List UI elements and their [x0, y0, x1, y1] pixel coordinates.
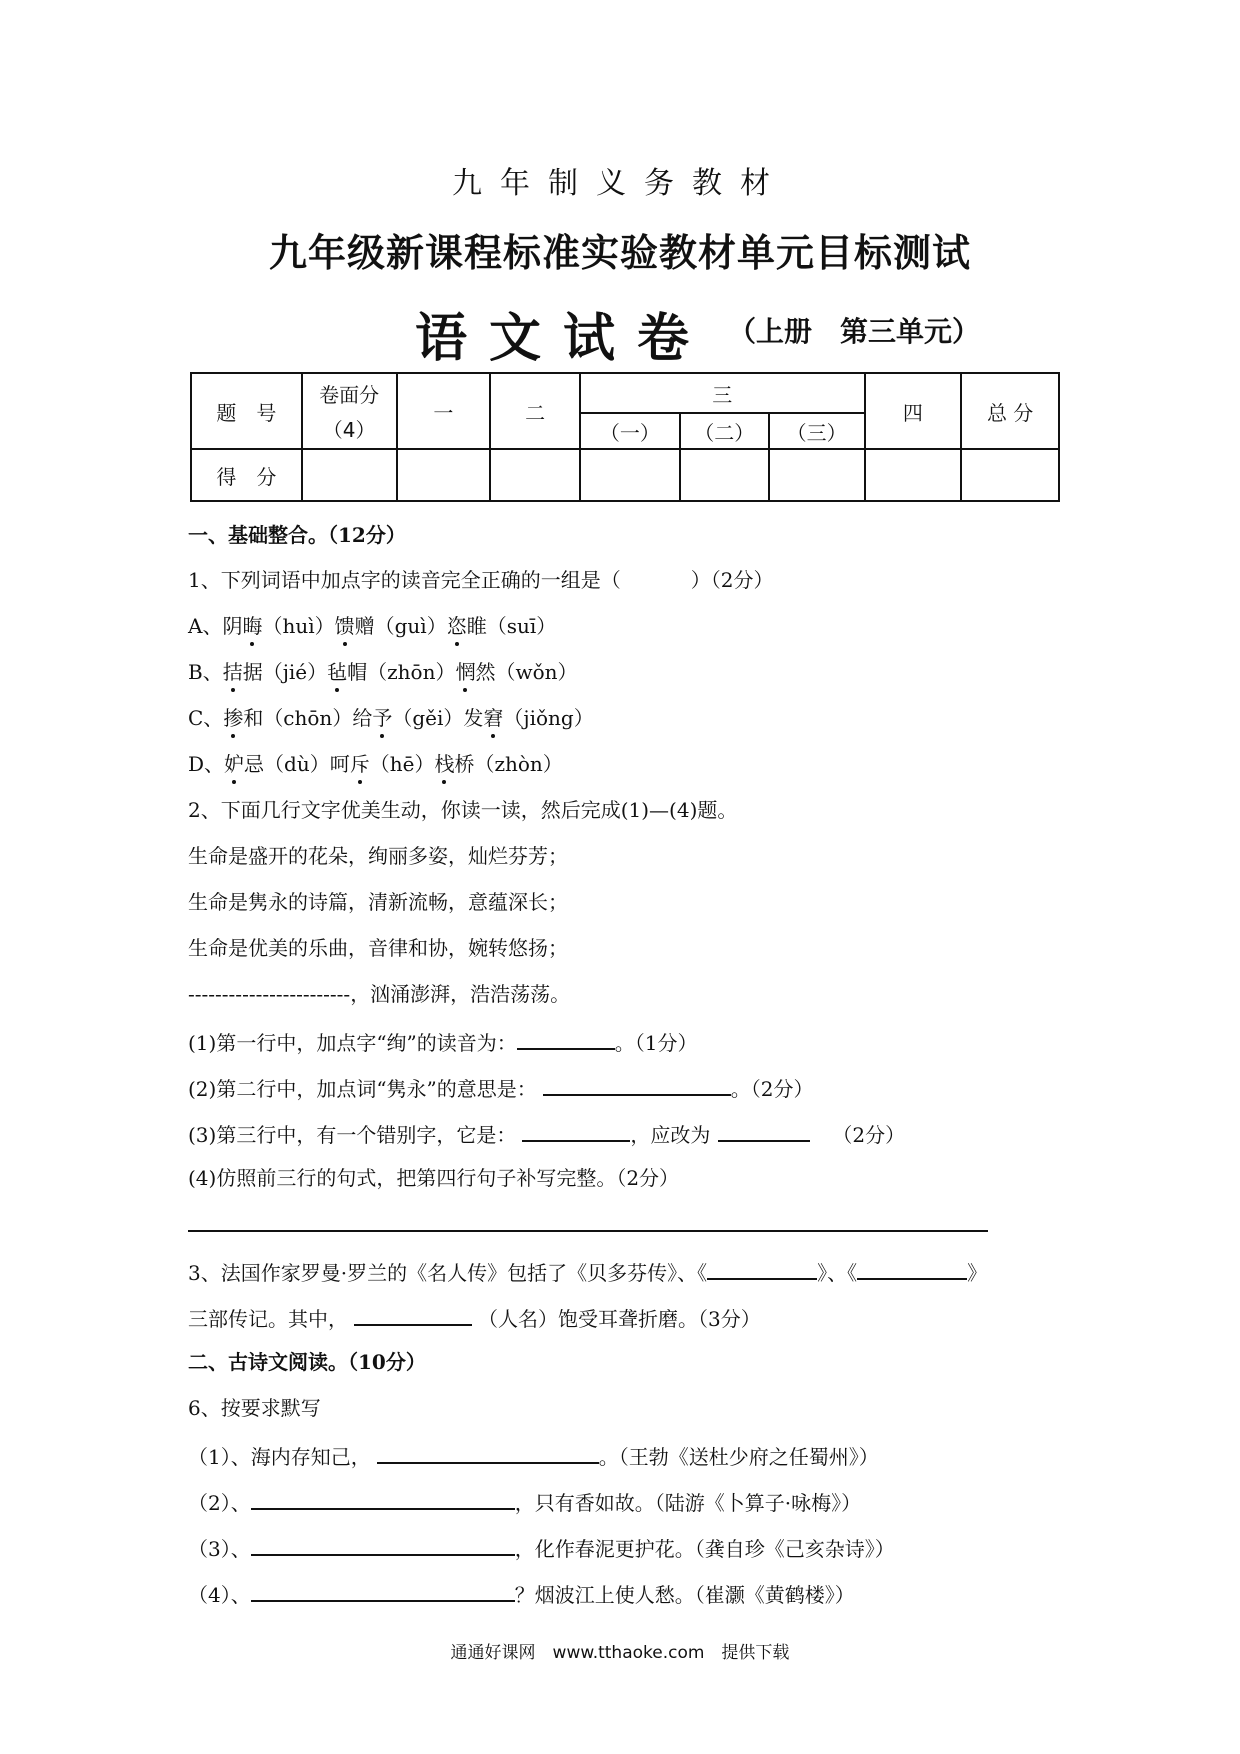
pinyin: （jiǒng）	[503, 706, 594, 730]
q2-sub-3-mid: ，应改为	[630, 1123, 711, 1147]
section-2-heading: 二、古诗文阅读。（10分）	[188, 1350, 426, 1374]
option-label: B、	[188, 660, 223, 684]
q6-item-1-source: 。（王勃《送杜少府之任蜀州》）	[598, 1445, 879, 1469]
pinyin: （huì）	[262, 614, 335, 638]
pinyin: （suī）	[486, 614, 557, 638]
answer-line[interactable]	[188, 1230, 988, 1232]
answer-blank[interactable]	[517, 1026, 615, 1050]
q3-text-d: 三部传记。其中，	[188, 1307, 348, 1331]
q6-item-3-text: （3）、	[188, 1537, 251, 1561]
header-part-4: 四	[865, 373, 962, 449]
poem-line-4: ------------------------，汹涌澎湃，浩浩荡荡。	[188, 982, 571, 1006]
q6-item-4	[188, 1578, 855, 1609]
answer-blank[interactable]	[354, 1302, 472, 1326]
header-part-2: 二	[490, 373, 580, 449]
header-part-1: 一	[397, 373, 491, 449]
pinyin: （zhōn）	[367, 660, 456, 684]
q6-item-4-source: ？烟波江上使人愁。（崔灏《黄鹤楼》）	[514, 1583, 855, 1607]
q6-item-3-source: ，化作春泥更护花。（龚自珍《己亥杂诗》）	[514, 1537, 895, 1561]
option-label: C、	[188, 706, 224, 730]
score-cell[interactable]	[397, 449, 491, 501]
q2-sub-3-text: (3)第三行中，有一个错别字，它是：	[188, 1123, 517, 1147]
score-cell[interactable]	[490, 449, 580, 501]
dotted-char: 栈	[434, 752, 455, 776]
pinyin: （jié）	[262, 660, 328, 684]
header-part-3-sub-3: （三）	[769, 413, 865, 449]
word-char: 阴	[222, 614, 243, 638]
dotted-char: 妒	[224, 752, 245, 776]
score-cell[interactable]	[680, 449, 769, 501]
header-face-score	[302, 373, 397, 449]
question-6-stem: 6、按要求默写	[188, 1396, 321, 1420]
word-char: 桥	[454, 752, 475, 776]
q2-sub-2-points: 。（2分）	[730, 1077, 814, 1101]
q3-text-a: 3、法国作家罗曼·罗兰的《名人传》包括了《贝多芬传》、《	[188, 1261, 708, 1285]
poem-line-1: 生命是盛开的花朵，绚丽多姿，灿烂芬芳；	[188, 844, 568, 868]
word-char: 帽	[347, 660, 368, 684]
q3-text-b: 》、《	[817, 1261, 858, 1285]
q1-stem-text: 1、下列词语中加点字的读音完全正确的一组是（	[188, 568, 621, 592]
option-label: D、	[188, 752, 225, 776]
q6-item-1	[188, 1440, 879, 1471]
option-d[interactable]	[188, 750, 563, 778]
pinyin: （wǒn）	[495, 660, 578, 684]
dotted-char: 予	[372, 706, 393, 730]
answer-blank[interactable]	[718, 1118, 810, 1142]
question-2-stem: 2、下面几行文字优美生动，你读一读，然后完成(1)—(4)题。	[188, 798, 738, 822]
face-score-points: （4）	[322, 418, 376, 442]
dotted-char: 晦	[242, 614, 263, 638]
q2-sub-2-text: (2)第二行中，加点词“隽永”的意思是：	[188, 1077, 537, 1101]
score-table	[190, 372, 1060, 502]
q6-item-4-text: （4）、	[188, 1583, 251, 1607]
q3-text-e: （人名）饱受耳聋折磨。（3分）	[478, 1307, 761, 1331]
paper-title: 语文试卷	[415, 308, 712, 369]
q3-text-c: 》	[967, 1261, 988, 1285]
q6-item-2-source: ，只有香如故。（陆游《卜算子·咏梅》）	[514, 1491, 862, 1515]
header-part-3-sub-1: （一）	[580, 413, 680, 449]
q2-sub-4: (4)仿照前三行的句式，把第四行句子补写完整。（2分）	[188, 1166, 680, 1190]
header-total: 总 分	[961, 373, 1059, 449]
answer-blank[interactable]	[543, 1072, 731, 1096]
word-char: 然	[475, 660, 496, 684]
q6-item-3	[188, 1532, 895, 1563]
q2-sub-2	[188, 1072, 814, 1103]
dotted-char: 毡	[327, 660, 348, 684]
answer-blank[interactable]	[251, 1486, 515, 1510]
option-label: A、	[188, 614, 223, 638]
q6-item-2	[188, 1486, 861, 1517]
pinyin: （guì）	[374, 614, 447, 638]
answer-blank[interactable]	[251, 1532, 515, 1556]
q6-item-2-text: （2）、	[188, 1491, 251, 1515]
dotted-char: 拮	[222, 660, 243, 684]
pinyin: （zhòn）	[474, 752, 563, 776]
word-char: 据	[242, 660, 263, 684]
dotted-char: 掺	[223, 706, 244, 730]
word-char: 和	[243, 706, 264, 730]
question-1-stem	[188, 566, 773, 594]
dotted-char: 馈	[334, 614, 355, 638]
word-char: 发	[463, 706, 484, 730]
series-title: 九年制义务教材	[452, 166, 788, 201]
score-row-label: 得 分	[191, 449, 302, 501]
q2-sub-3-points: （2分）	[832, 1123, 906, 1147]
footer-credit: 通通好课网 www.tthaoke.com 提供下载	[450, 1643, 790, 1663]
word-char: 睢	[466, 614, 487, 638]
q1-stem-points: ）（2分）	[690, 568, 774, 592]
pinyin: （gěi）	[392, 706, 464, 730]
face-score-label: 卷面分	[319, 383, 380, 407]
score-cell[interactable]	[769, 449, 865, 501]
answer-blank[interactable]	[857, 1256, 967, 1280]
header-part-3: 三	[580, 373, 865, 413]
word-char: 呵	[329, 752, 350, 776]
word-char: 赠	[354, 614, 375, 638]
pinyin: （chōn）	[263, 706, 353, 730]
word-char: 忌	[244, 752, 265, 776]
pinyin: （dù）	[264, 752, 330, 776]
score-cell[interactable]	[302, 449, 397, 501]
pinyin: （hē）	[369, 752, 435, 776]
q2-sub-1-points: 。（1分）	[614, 1031, 698, 1055]
score-cell[interactable]	[865, 449, 962, 501]
dotted-char: 斥	[349, 752, 370, 776]
score-cell[interactable]	[580, 449, 680, 501]
option-b[interactable]	[188, 658, 578, 686]
section-1-heading: 一、基础整合。（12分）	[188, 523, 406, 547]
poem-line-2: 生命是隽永的诗篇，清新流畅，意蕴深长；	[188, 890, 568, 914]
answer-blank[interactable]	[377, 1440, 599, 1464]
option-c[interactable]	[188, 704, 594, 732]
question-3-line-1	[188, 1256, 987, 1287]
dotted-char: 惘	[455, 660, 476, 684]
q2-sub-1-text: (1)第一行中，加点字“绚”的读音为：	[188, 1031, 517, 1055]
score-cell[interactable]	[961, 449, 1059, 501]
paper-subtitle: （上册 第三单元）	[728, 315, 981, 348]
poem-line-3: 生命是优美的乐曲，音律和协，婉转悠扬；	[188, 936, 568, 960]
q6-item-1-text: （1）、海内存知己，	[188, 1445, 371, 1469]
main-title: 九年级新课程标准实验教材单元目标测试	[268, 230, 971, 275]
answer-blank[interactable]	[707, 1256, 817, 1280]
dotted-char: 恣	[446, 614, 467, 638]
word-char: 给	[352, 706, 373, 730]
dotted-char: 窘	[483, 706, 504, 730]
q2-sub-3	[188, 1118, 905, 1149]
header-part-3-sub-2: （二）	[680, 413, 769, 449]
answer-blank[interactable]	[251, 1578, 515, 1602]
answer-blank[interactable]	[522, 1118, 630, 1142]
header-question-number: 题 号	[191, 373, 302, 449]
option-a[interactable]	[188, 612, 556, 640]
question-3-line-2	[188, 1302, 761, 1333]
q2-sub-1	[188, 1026, 698, 1057]
